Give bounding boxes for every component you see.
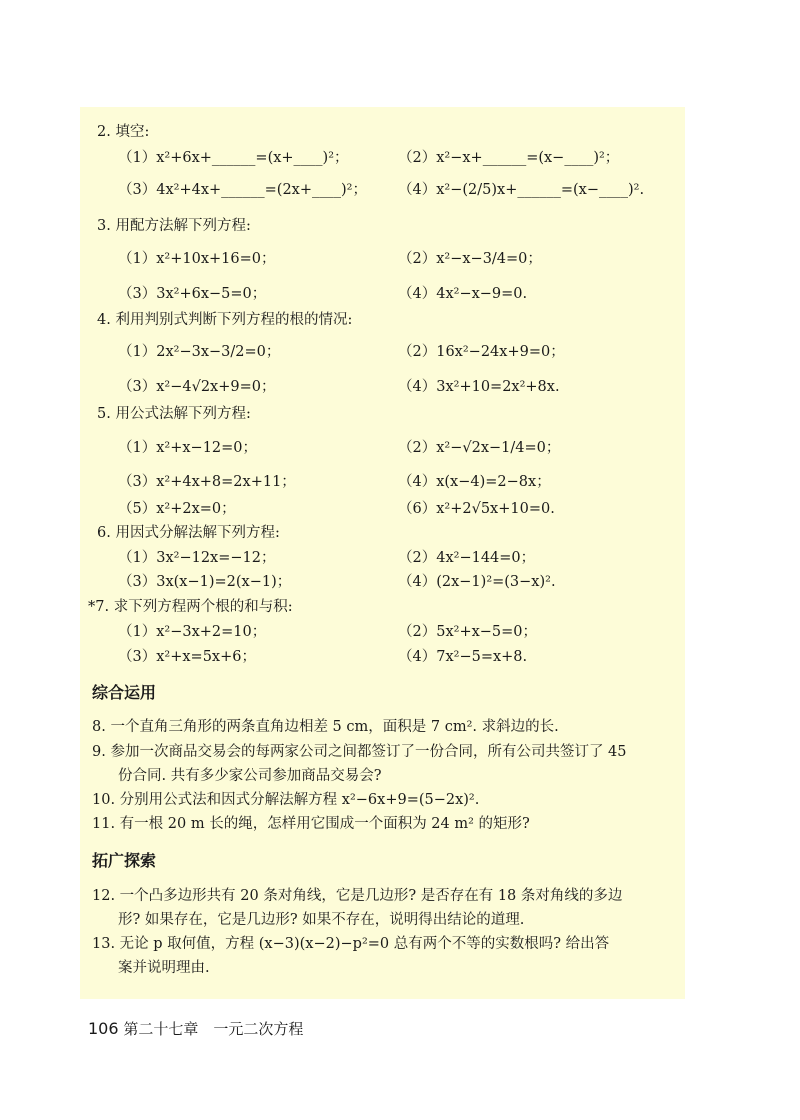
exercise-5-item-1: （1）x²+x−12=0； <box>118 440 258 456</box>
exercise-2-item-3: （3）4x²+4x+______=(2x+____)²； <box>118 182 367 198</box>
exercise-2-item-1: （1）x²+6x+______=(x+____)²； <box>118 150 349 166</box>
exercise-3-item-1: （1）x²+10x+16=0； <box>118 251 276 267</box>
exercise-2-item-4: （4）x²−(2/5)x+______=(x−____)². <box>398 182 645 198</box>
exercise-4-item-3: （3）x²−4√2x+9=0； <box>118 379 276 395</box>
exercise-5-label: 5. 用公式法解下列方程: <box>97 406 251 422</box>
section-heading-comprehensive: 综合运用 <box>92 683 157 702</box>
exercise-6-item-2: （2）4x²−144=0； <box>398 550 536 566</box>
exercise-5-item-2: （2）x²−√2x−1/4=0； <box>398 440 561 456</box>
exercise-11: 11. 有一根 20 m 长的绳，怎样用它围成一个面积为 24 m² 的矩形? <box>92 816 530 832</box>
exercise-2-item-2: （2）x²−x+______=(x−____)²； <box>398 150 620 166</box>
exercise-4-item-2: （2）16x²−24x+9=0； <box>398 344 565 360</box>
exercise-10: 10. 分别用公式法和因式分解法解方程 x²−6x+9=(5−2x)². <box>92 792 480 808</box>
exercise-7-item-4: （4）7x²−5=x+8. <box>398 649 528 665</box>
exercise-6-item-1: （1）3x²−12x=−12； <box>118 550 276 566</box>
exercise-6-label: 6. 用因式分解法解下列方程: <box>97 525 280 541</box>
exercise-3-label: 3. 用配方法解下列方程: <box>97 218 251 234</box>
exercise-5-item-6: （6）x²+2√5x+10=0. <box>398 501 555 517</box>
section-heading-extension: 拓广探索 <box>92 851 157 870</box>
exercise-5-item-3: （3）x²+4x+8=2x+11； <box>118 474 296 490</box>
exercise-9-line-1: 9. 参加一次商品交易会的每两家公司之间都签订了一份合同，所有公司共签订了 45 <box>92 744 627 760</box>
exercise-12-line-2: 形? 如果存在，它是几边形? 如果不存在，说明得出结论的道理. <box>118 912 525 928</box>
exercise-6-item-3: （3）3x(x−1)=2(x−1)； <box>118 574 292 590</box>
exercise-4-label: 4. 利用判别式判断下列方程的根的情况: <box>97 312 353 328</box>
exercise-13-line-2: 案并说明理由. <box>118 960 210 976</box>
exercise-5-item-5: （5）x²+2x=0； <box>118 501 236 517</box>
page-number: 106 <box>88 1019 119 1038</box>
exercise-5-item-4: （4）x(x−4)=2−8x； <box>398 474 551 490</box>
exercise-4-item-4: （4）3x²+10=2x²+8x. <box>398 379 560 395</box>
exercise-9-line-2: 份合同. 共有多少家公司参加商品交易会? <box>118 768 382 784</box>
exercise-7-item-1: （1）x²−3x+2=10； <box>118 624 267 640</box>
page-footer <box>88 1018 303 1040</box>
exercise-7-label: *7. 求下列方程两个根的和与积: <box>88 599 293 615</box>
exercise-4-item-1: （1）2x²−3x−3/2=0； <box>118 344 281 360</box>
exercise-3-item-4: （4）4x²−x−9=0. <box>398 286 528 302</box>
exercise-6-item-4: （4）(2x−1)²=(3−x)². <box>398 574 556 590</box>
exercise-13-line-1: 13. 无论 p 取何值，方程 (x−3)(x−2)−p²=0 总有两个不等的实数根吗? 给出答 <box>92 936 610 952</box>
exercise-2-label: 2. 填空: <box>97 124 150 140</box>
exercise-12-line-1: 12. 一个凸多边形共有 20 条对角线，它是几边形? 是否存在有 18 条对角线的多边 <box>92 888 623 904</box>
exercise-3-item-2: （2）x²−x−3/4=0； <box>398 251 542 267</box>
exercise-3-item-3: （3）3x²+6x−5=0； <box>118 286 267 302</box>
chapter-title: 第二十七章 一元二次方程 <box>123 1020 304 1038</box>
exercise-7-item-2: （2）5x²+x−5=0； <box>398 624 538 640</box>
exercise-8: 8. 一个直角三角形的两条直角边相差 5 cm，面积是 7 cm². 求斜边的长. <box>92 719 559 735</box>
exercise-7-item-3: （3）x²+x=5x+6； <box>118 649 256 665</box>
